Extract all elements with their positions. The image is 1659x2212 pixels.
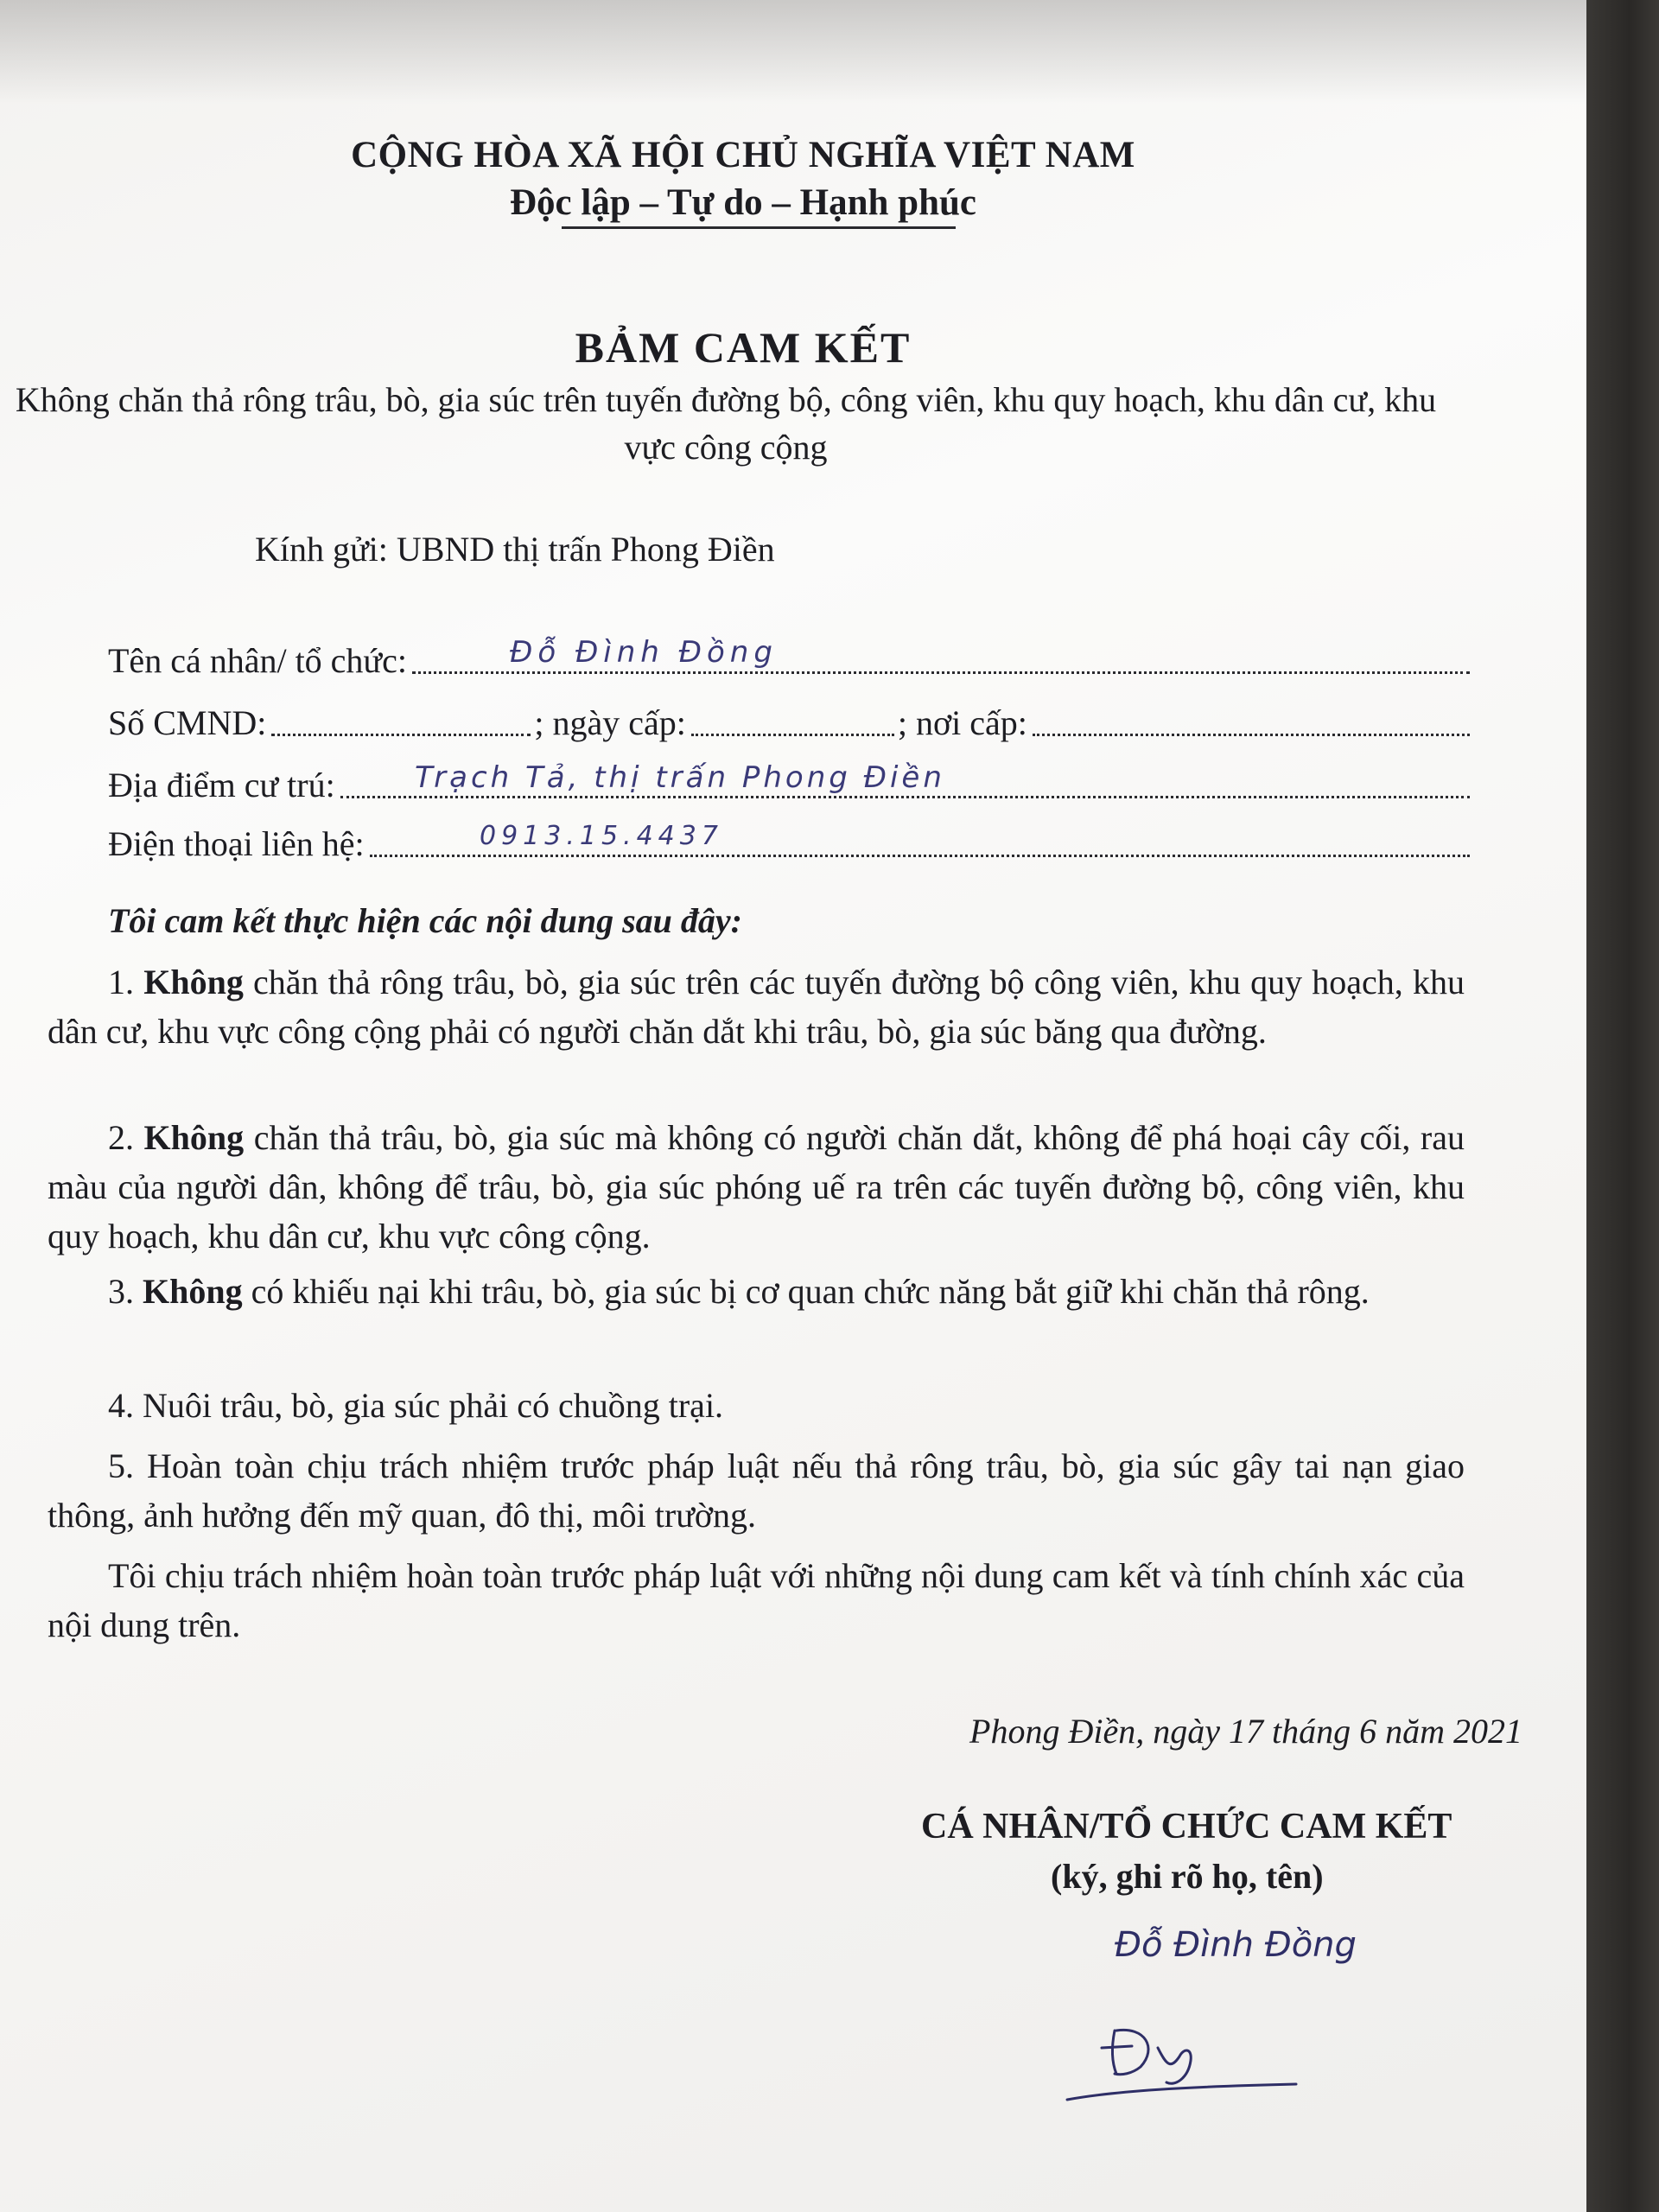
signature-scribble xyxy=(1063,2013,1305,2108)
id-dotted-line xyxy=(271,725,531,736)
id-field xyxy=(108,700,1473,743)
background-edge xyxy=(1586,0,1659,2212)
top-shadow xyxy=(0,0,1586,104)
item-1-bold: Không xyxy=(143,963,244,1001)
national-motto: Độc lập – Tự do – Hạnh phúc xyxy=(510,182,976,223)
phone-label: Điện thoại liên hệ: xyxy=(108,824,365,863)
id-label: Số CMND: xyxy=(108,703,267,742)
document-subtitle: Không chăn thả rông trâu, bò, gia súc trên tuyến đường bộ, công viên, khu quy hoạch, khu dân cư, khu vực công cộng xyxy=(15,380,1437,467)
closing-statement: Tôi chịu trách nhiệm hoàn toàn trước pháp luật với những nội dung cam kết và tính chính xác của nội dung trên. xyxy=(48,1556,1465,1644)
commitment-heading: Tôi cam kết thực hiện các nội dung sau đây: xyxy=(108,901,742,940)
phone-handwritten: 0913.15.4437 xyxy=(480,821,723,851)
item-3-text: có khiếu nại khi trâu, bò, gia súc bị cơ quan chức năng bắt giữ khi chăn thả rông. xyxy=(242,1272,1370,1311)
name-handwritten: Đỗ Đình Đồng xyxy=(510,635,778,670)
item-2-prefix: 2. xyxy=(108,1118,144,1157)
item-2-text: chăn thả trâu, bò, gia súc mà không có người chăn dắt, không để phá hoại cây cối, rau màu của người dân, không để trâu, bò, gia súc phóng uế ra trên các tuyến đường bộ, công viên, khu quy hoạch, khu dân cư, khu vực công cộng. xyxy=(48,1118,1465,1255)
signer-handwritten-name: Đỗ Đình Đồng xyxy=(1115,1925,1357,1965)
name-field xyxy=(108,638,1473,681)
item-1-text: chăn thả rông trâu, bò, gia súc trên các tuyến đường bộ công viên, khu quy hoạch, khu dân cư, khu vực công cộng phải có người chăn dắt khi trâu, bò, gia súc băng qua đường. xyxy=(48,963,1465,1051)
document-title: BẢM CAM KẾT xyxy=(575,323,912,372)
recipient-line: Kính gửi: UBND thị trấn Phong Điền xyxy=(255,530,775,569)
phone-field xyxy=(108,821,1473,864)
item-3-prefix: 3. xyxy=(108,1272,143,1311)
signer-note: (ký, ghi rõ họ, tên) xyxy=(1051,1857,1324,1896)
commitment-item-3 xyxy=(48,1267,1465,1316)
commitment-item-5: 5. Hoàn toàn chịu trách nhiệm trước pháp luật nếu thả rông trâu, bò, gia súc gây tai nạn giao thông, ảnh hưởng đến mỹ quan, đô thị, môi trường. xyxy=(48,1446,1465,1535)
name-label: Tên cá nhân/ tổ chức: xyxy=(108,641,407,680)
address-label: Địa điểm cư trú: xyxy=(108,766,335,804)
motto-underline xyxy=(562,226,956,229)
issue-place-label: ; nơi cấp: xyxy=(897,703,1027,742)
issue-place-dotted-line xyxy=(1033,725,1470,736)
commitment-item-1 xyxy=(48,957,1465,1056)
place-date: Phong Điền, ngày 17 tháng 6 năm 2021 xyxy=(969,1712,1522,1751)
issue-date-dotted-line xyxy=(691,725,894,736)
item-2-bold: Không xyxy=(143,1118,245,1157)
item-1-prefix: 1. xyxy=(108,963,144,1001)
commitment-item-2 xyxy=(48,1113,1465,1261)
national-title: CỘNG HÒA XÃ HỘI CHỦ NGHĨA VIỆT NAM xyxy=(351,135,1135,175)
address-handwritten: Trạch Tả, thị trấn Phong Điền xyxy=(415,760,945,795)
item-3-bold: Không xyxy=(143,1272,243,1311)
signer-title: CÁ NHÂN/TỔ CHỨC CAM KẾT xyxy=(921,1807,1452,1847)
commitment-item-4: 4. Nuôi trâu, bò, gia súc phải có chuồng trại. xyxy=(108,1386,724,1425)
issue-date-label: ; ngày cấp: xyxy=(534,703,686,742)
